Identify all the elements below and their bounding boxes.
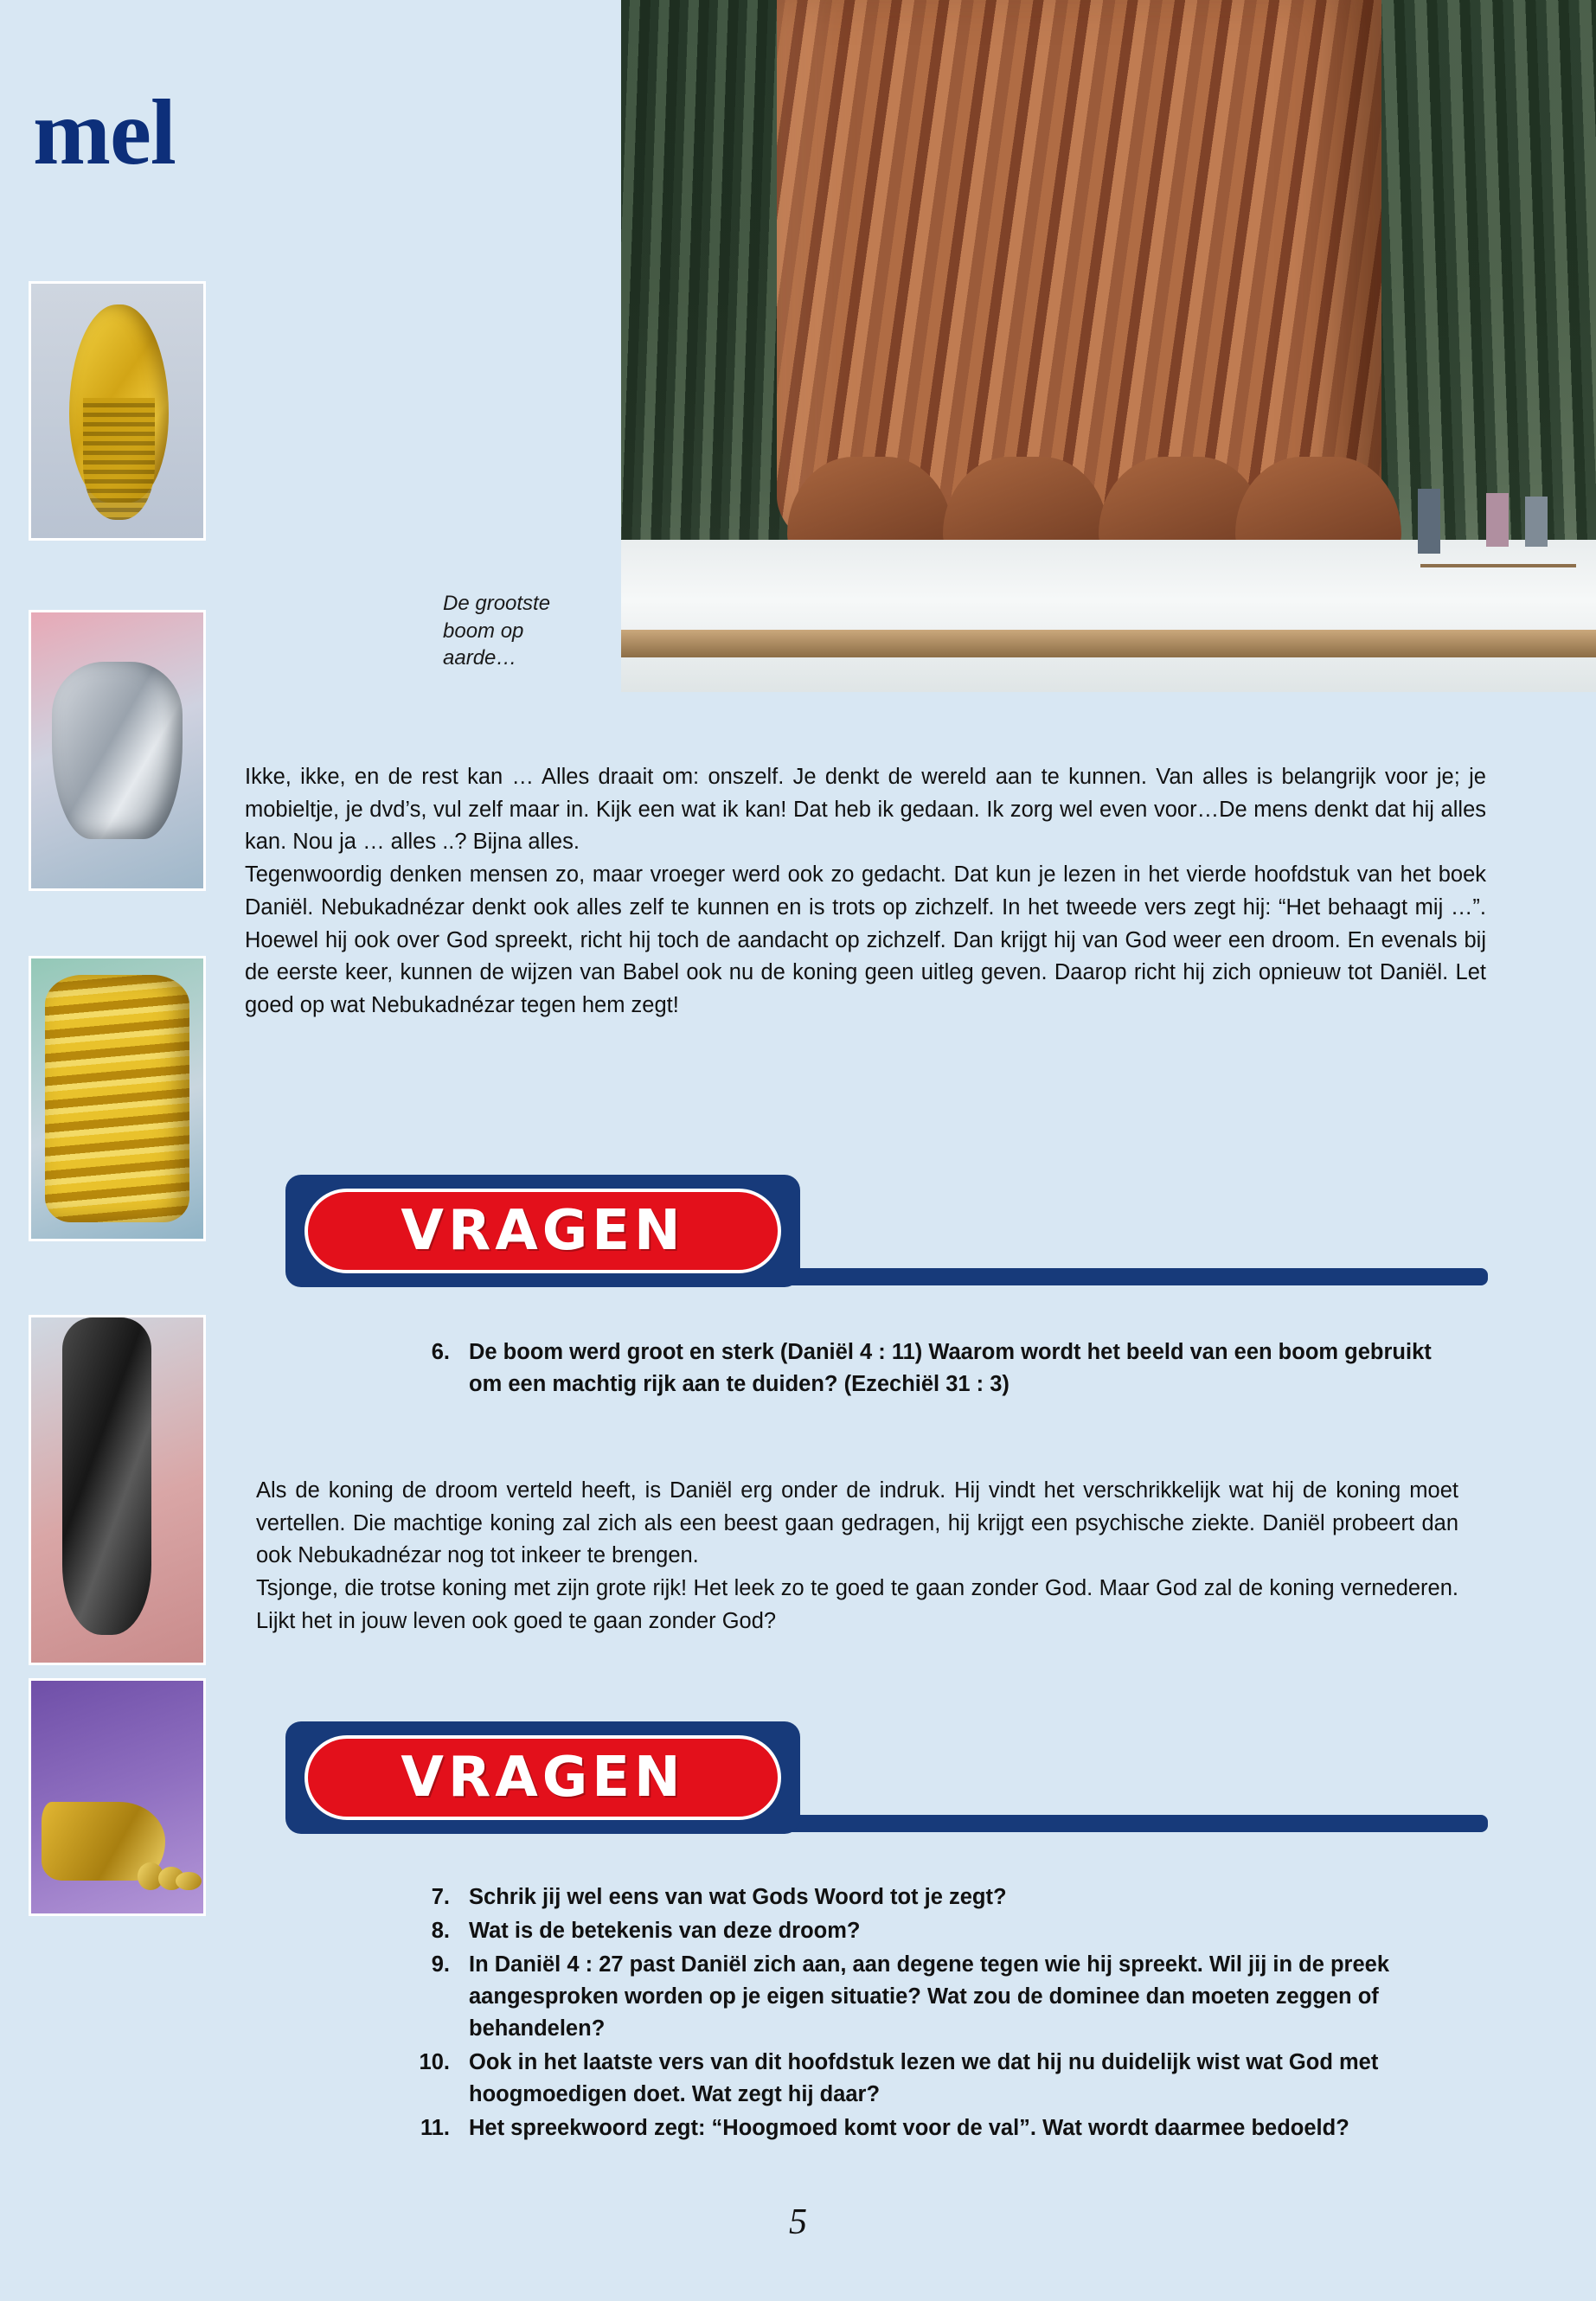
- paragraph-1: Ikke, ikke, en de rest kan … Alles draait om: onszelf. Je denkt de wereld aan te kunnen. Van alles is belangrijk voor je; je mobieltje, je dvd’s, vul zelf maar in. Kijk een wat ik kan! Dat heb ik gedaan. Ik zorg wel even voor…De mens denkt dat hij alles kan. Nou ja … alles ..? Bijna alles.: [245, 765, 1486, 855]
- vragen-banner-plate: [285, 1175, 800, 1287]
- questions-block-1: [407, 1336, 1471, 1402]
- second-text-block: [256, 1475, 1458, 1638]
- question-text: In Daniël 4 : 27 past Daniël zich aan, aan degene tegen wie hij spreekt. Wil jij in de preek aangesproken worden op je eigen situatie? Wat zou de dominee dan moeten zeggen of behandelen?: [469, 1952, 1390, 2041]
- question-number: 11.: [420, 2115, 450, 2140]
- statue-feet-clay-art: [31, 1681, 203, 1913]
- statue-beard-shape: [83, 398, 156, 520]
- vragen-banner-2: [285, 1721, 1198, 1834]
- photo-visitor: [1525, 497, 1548, 547]
- statue-chest-silver-art: [31, 612, 203, 888]
- question-number: 7.: [431, 1885, 450, 1909]
- question-item: [407, 1915, 1479, 1947]
- vragen-banner-label: VRAGEN: [401, 1746, 685, 1810]
- statue-feet-clay-image: [29, 1678, 206, 1916]
- question-number: 10.: [419, 2049, 450, 2074]
- vragen-banner-plate: [285, 1721, 800, 1834]
- question-item: [407, 1881, 1479, 1913]
- question-number: 9.: [431, 1952, 450, 1977]
- question-number: 8.: [431, 1918, 450, 1943]
- statue-legs-iron-image: [29, 1315, 206, 1665]
- question-text: De boom werd groot en sterk (Daniël 4 : 11) Waarom wordt het beeld van een boom gebruikt om een machtig rijk aan te duiden? (Ezechiël 31 : 3): [469, 1340, 1432, 1396]
- question-text: Ook in het laatste vers van dit hoofdstuk lezen we dat hij nu duidelijk wist wat God met hoogmoedigen doet. Wat zegt hij daar?: [469, 2049, 1379, 2106]
- statue-head-gold-image: [29, 281, 206, 541]
- statue-legs-iron-art: [31, 1317, 203, 1663]
- vragen-banner-label: VRAGEN: [401, 1199, 685, 1263]
- photo-visitor: [1418, 489, 1440, 554]
- paragraph-3: Als de koning de droom verteld heeft, is Daniël erg onder de indruk. Hij vindt het verschrikkelijk wat hij de koning moet vertellen. Die machtige koning zal zich als een beest gaan gedragen, hij krijgt een psychische ziekte. Daniël probeert dan ook Nebukadnézar nog tot inkeer te brengen.: [256, 1478, 1458, 1568]
- photo-caption: De grootste boom op aarde…: [443, 592, 551, 670]
- question-text: Wat is de betekenis van deze droom?: [469, 1918, 861, 1943]
- intro-text-block: [245, 761, 1486, 1022]
- question-item: [407, 2112, 1479, 2144]
- paragraph-4: Tsjonge, die trotse koning met zijn grote rijk! Het leek zo te goed te gaan zonder God. Maar God zal de koning vernederen. Lijkt het in jouw leven ook goed te gaan zonder God?: [256, 1576, 1458, 1633]
- page-title: mel: [33, 81, 176, 184]
- question-item: [407, 1336, 1471, 1400]
- vragen-banner-rule: [770, 1815, 1488, 1832]
- photo-visitor: [1486, 493, 1509, 547]
- question-text: Het spreekwoord zegt: “Hoogmoed komt voor de val”. Wat wordt daarmee bedoeld?: [469, 2115, 1349, 2140]
- photo-fence: [1420, 564, 1576, 567]
- statue-toe-shape: [176, 1872, 202, 1891]
- photo-snow-ground: [621, 540, 1596, 692]
- statue-belly-shape: [45, 975, 189, 1221]
- question-text: Schrik jij wel eens van wat Gods Woord tot je zegt?: [469, 1885, 1007, 1909]
- questions-block-2: [407, 1881, 1479, 2146]
- giant-sequoia-tree-photo: [621, 0, 1596, 692]
- vragen-banner-pill: [304, 1735, 781, 1820]
- statue-chest-shape: [52, 662, 183, 838]
- page-number: 5: [789, 2202, 807, 2242]
- vragen-banner-pill: [304, 1189, 781, 1273]
- statue-chest-silver-image: [29, 610, 206, 891]
- paragraph-2: Tegenwoordig denken mensen zo, maar vroeger werd ook zo gedacht. Dat kun je lezen in het vierde hoofdstuk van het boek Daniël. Nebukadnézar denkt ook alles zelf te kunnen en is trots op zichzelf. In het tweede vers zegt hij: “Het behaagt mij …”. Hoewel hij ook over God spreekt, richt hij toch de aandacht op zichzelf. Dan krijgt hij van God weer een droom. En evenals bij de eerste keer, kunnen de wijzen van Babel ook nu de koning geen uitleg geven. Daarop richt hij zich opnieuw tot Daniël. Let goed op wat Nebukadnézar tegen hem zegt!: [245, 862, 1486, 1018]
- statue-head-gold-art: [31, 284, 203, 538]
- statue-belly-bronze-image: [29, 956, 206, 1241]
- photo-boardwalk: [621, 630, 1596, 657]
- question-item: [407, 2047, 1479, 2111]
- vragen-banner-rule: [770, 1268, 1488, 1285]
- statue-leg-shape: [62, 1317, 151, 1635]
- question-item: [407, 1949, 1479, 2045]
- statue-belly-bronze-art: [31, 958, 203, 1239]
- vragen-banner-1: [285, 1175, 1198, 1287]
- question-number: 6.: [431, 1340, 450, 1364]
